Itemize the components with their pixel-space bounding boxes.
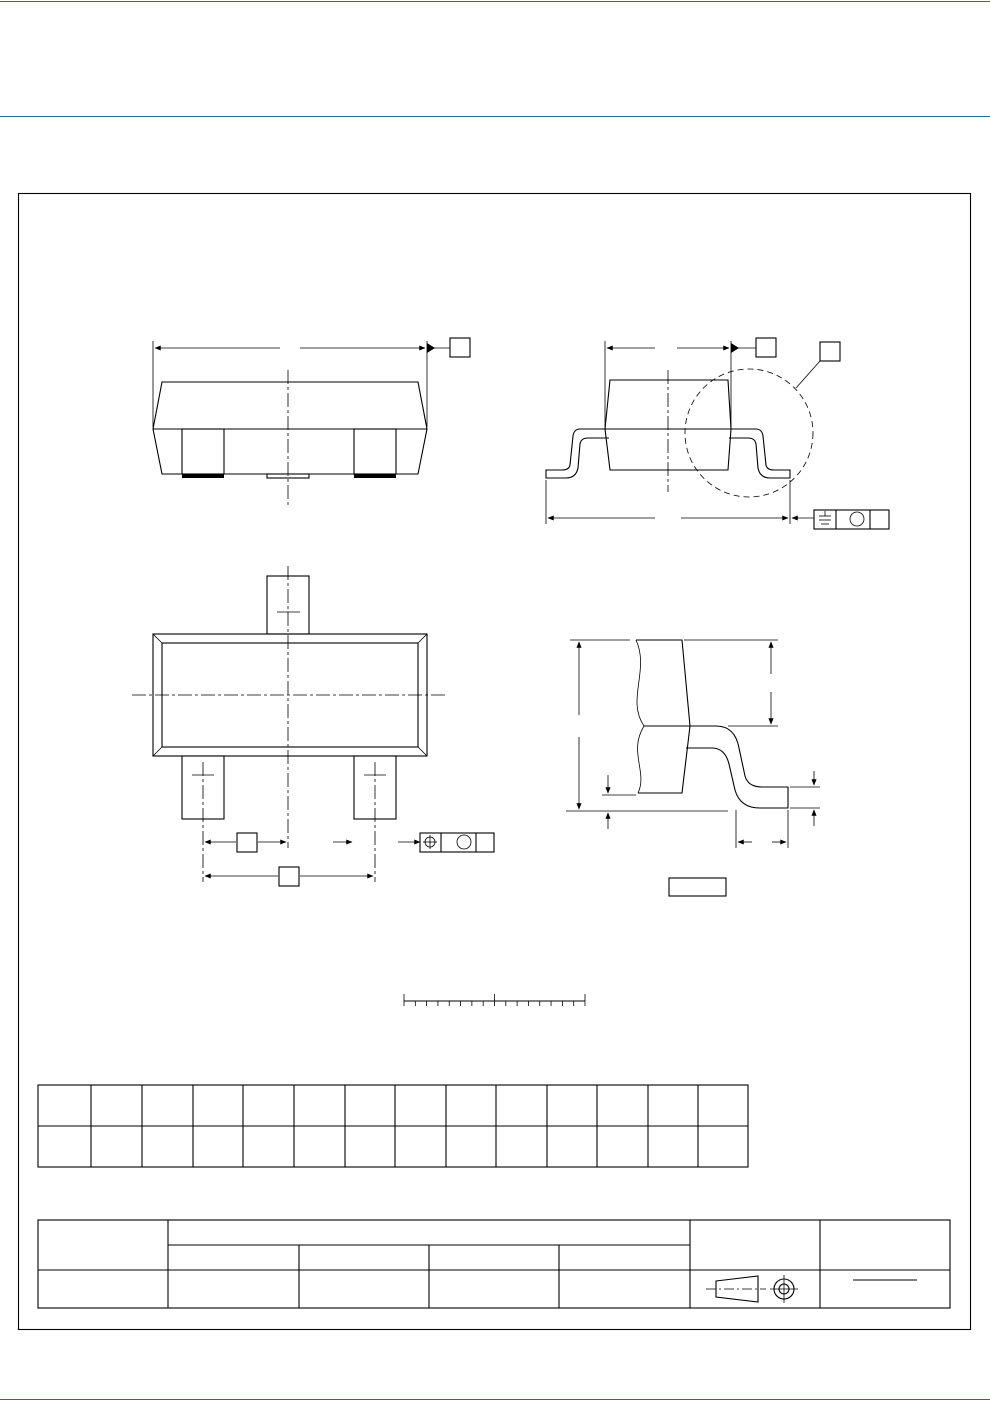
- dimension-table: [38, 1085, 748, 1167]
- datum-box-a: [450, 338, 470, 357]
- pitch-dimension-box: [237, 833, 257, 852]
- drawing-frame: [19, 194, 971, 1330]
- control-frame-flatness: [814, 510, 889, 529]
- top-view: [132, 566, 494, 886]
- outline-table: [38, 1220, 950, 1308]
- detail-circle: [685, 369, 813, 497]
- flatness-symbol-icon: [819, 511, 831, 524]
- position-symbol-icon: [423, 835, 437, 849]
- datum-box-b: [756, 338, 776, 357]
- control-frame-position: [420, 833, 494, 852]
- projection-symbol-icon: [706, 1275, 798, 1303]
- front-view: [153, 338, 470, 505]
- mmc-circle-icon: [850, 512, 864, 526]
- side-view: [546, 338, 889, 529]
- mmc-circle-icon-2: [457, 835, 471, 849]
- span-dimension-box: [279, 867, 299, 886]
- detail-view: [566, 640, 820, 896]
- detail-callout-box: [820, 342, 840, 361]
- detail-label-box: [669, 878, 726, 896]
- scale-bar: [404, 994, 585, 1006]
